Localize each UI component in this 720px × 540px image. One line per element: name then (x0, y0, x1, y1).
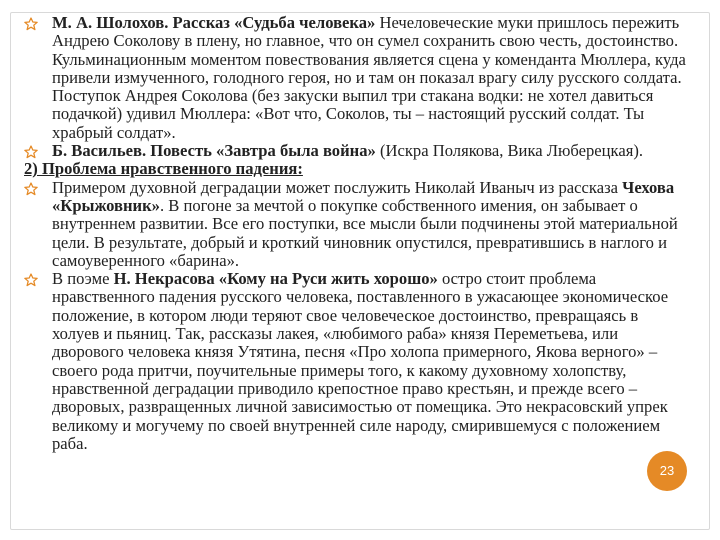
bullet-vasiliev (24, 142, 686, 160)
orange-star-icon (24, 182, 38, 196)
bullet-chekhov (24, 179, 686, 270)
bullet-chekhov-title: Чехова «Крыжовник» (52, 177, 675, 215)
bullet-chekhov-text-1: Примером духовной деградации может послужить Николай Иваныч из рассказа (52, 177, 623, 197)
slide-content (24, 14, 686, 453)
orange-star-icon (24, 273, 38, 287)
bullet-nekrasov (24, 270, 686, 453)
bullet-vasiliev-title: Б. Васильев. Повесть «Завтра была война» (52, 141, 376, 161)
bullet-vasiliev-text: (Искра Полякова, Вика Люберецкая). (375, 141, 644, 161)
bullet-chekhov-text-2: . В погоне за мечтой о покупке собственного имения, он забывает о внутреннем развитии. Все его поступки, все мысли были подчинены этой материальной цели. В результате, добрый и кроткий чиновник опустился, превратившись в наглого и самоуверенного «барина». (52, 195, 678, 270)
orange-star-icon (24, 145, 38, 159)
bullet-sholokhov-title: М. А. Шолохов. Рассказ «Судьба человека» (52, 13, 376, 32)
bullet-sholokhov-text: Нечеловеческие муки пришлось пережить Андрею Соколову в плену, но главное, что он сумел сохранить свою честь, достоинство. Кульминационным моментом повествования является сцена у коменданта Мюллера, куда привели измученного, голодного героя, но и там он показал врагу силу русского солдата. Поступок Андрея Соколова (без закуски выпил три стакана водки: не хотел давиться подачкой) удивил Мюллера: «Вот что, Соколов, ты – настоящий русский солдат. Ты храбрый солдат». (52, 13, 686, 142)
bullet-nekrasov-title: Н. Некрасова «Кому на Руси жить хорошо» (113, 269, 438, 289)
bullet-nekrasov-text-2: остро стоит проблема нравственного падения русского человека, поставленного в ужасающее экономическое положение, в котором люди теряют свое человеческое достоинство, превращаясь в холуев и пьяниц. Так, рассказы лакея, «любимого раба» князя Переметьева, или дворового человека князя Утятина, песня «Про холопа примерного, Якова верного» – своего рода притчи, поучительные примеры того, к какому духовному холопству, нравственной деградации приводило крепостное право крестьян, и прежде всего – дворовых, развращенных личной зависимостью от помещика. Это некрасовский упрек великому и могучему по своей внутренней силе народу, смирившемуся с положением раба. (52, 269, 669, 453)
bullet-nekrasov-text-1: В поэме (52, 269, 114, 289)
section-heading: 2) Проблема нравственного падения: (24, 159, 303, 179)
orange-star-icon (24, 17, 38, 31)
page-number-badge: 23 (647, 451, 687, 491)
bullet-sholokhov (24, 14, 686, 142)
